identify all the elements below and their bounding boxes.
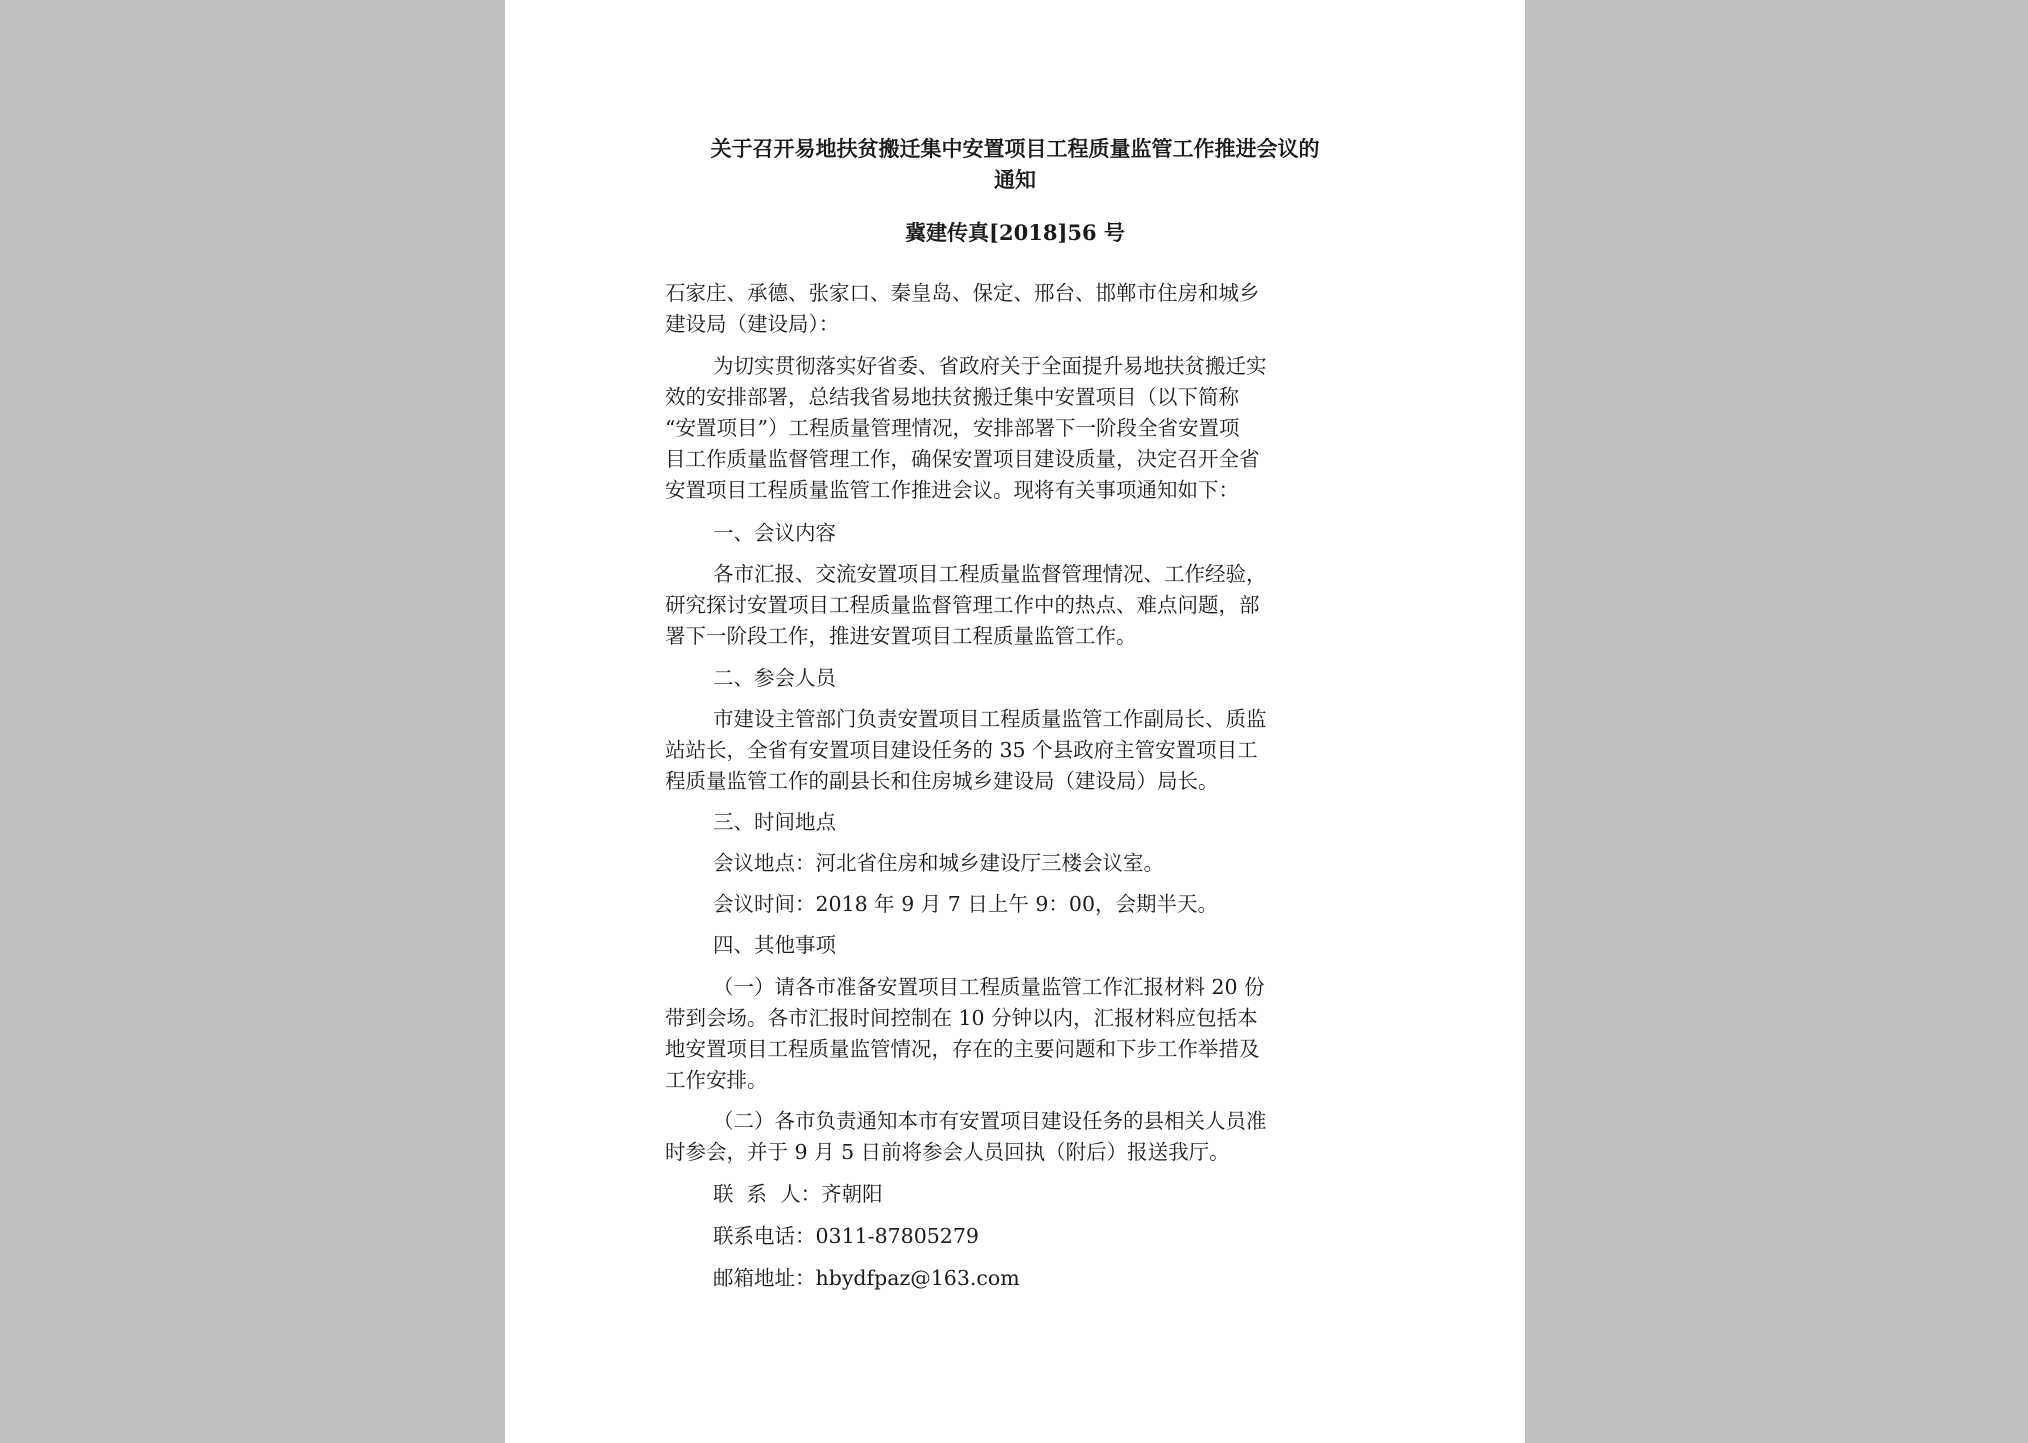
meeting-time: 会议时间：2018 年 9 月 7 日上午 9：00，会期半天。	[713, 892, 1218, 916]
intro-line: “安置项目”）工程质量管理情况，安排部署下一阶段全省安置项	[665, 416, 1240, 440]
section1-line: 各市汇报、交流安置项目工程质量监督管理情况、工作经验，	[713, 562, 1267, 586]
section-heading-2: 二、参会人员	[713, 666, 836, 690]
document-number: 冀建传真[2018]56 号	[905, 220, 1125, 245]
section2-line: 站站长，全省有安置项目建设任务的 35 个县政府主管安置项目工	[665, 738, 1258, 762]
item2-line: 时参会，并于 9 月 5 日前将参会人员回执（附后）报送我厅。	[665, 1140, 1230, 1164]
section-heading-3: 三、时间地点	[713, 810, 836, 834]
section2-line: 市建设主管部门负责安置项目工程质量监管工作副局长、质监	[713, 707, 1267, 731]
section1-line: 署下一阶段工作，推进安置项目工程质量监管工作。	[665, 624, 1137, 648]
intro-line: 为切实贯彻落实好省委、省政府关于全面提升易地扶贫搬迁实	[713, 354, 1267, 378]
contact-email: 邮箱地址：hbydfpaz@163.com	[713, 1266, 1020, 1290]
addressee-line-2: 建设局（建设局）：	[665, 312, 840, 336]
meeting-place: 会议地点：河北省住房和城乡建设厅三楼会议室。	[713, 851, 1164, 875]
document-title-line-2: 通知	[994, 167, 1036, 192]
intro-line: 效的安排部署，总结我省易地扶贫搬迁集中安置项目（以下简称	[665, 385, 1239, 409]
contact-person: 联 系 人：齐朝阳	[713, 1182, 883, 1206]
section2-line: 程质量监管工作的副县长和住房城乡建设局（建设局）局长。	[665, 769, 1219, 793]
section-heading-4: 四、其他事项	[713, 933, 836, 957]
item1-line: 地安置项目工程质量监管情况，存在的主要问题和下步工作举措及	[665, 1037, 1260, 1061]
document-page	[505, 0, 1525, 1443]
item1-line: （一）请各市准备安置项目工程质量监管工作汇报材料 20 份	[713, 975, 1265, 999]
addressee-line-1: 石家庄、承德、张家口、秦皇岛、保定、邢台、邯郸市住房和城乡	[665, 281, 1260, 305]
section-heading-1: 一、会议内容	[713, 521, 836, 545]
item2-line: （二）各市负责通知本市有安置项目建设任务的县相关人员准	[713, 1109, 1267, 1133]
item1-line: 工作安排。	[665, 1068, 768, 1092]
section1-line: 研究探讨安置项目工程质量监督管理工作中的热点、难点问题，部	[665, 593, 1260, 617]
intro-line: 目工作质量监督管理工作，确保安置项目建设质量，决定召开全省	[665, 447, 1260, 471]
document-title-line-1: 关于召开易地扶贫搬迁集中安置项目工程质量监管工作推进会议的	[710, 136, 1320, 161]
item1-line: 带到会场。各市汇报时间控制在 10 分钟以内，汇报材料应包括本	[665, 1006, 1258, 1030]
contact-phone: 联系电话：0311-87805279	[713, 1224, 979, 1248]
intro-line: 安置项目工程质量监管工作推进会议。现将有关事项通知如下：	[665, 478, 1239, 502]
